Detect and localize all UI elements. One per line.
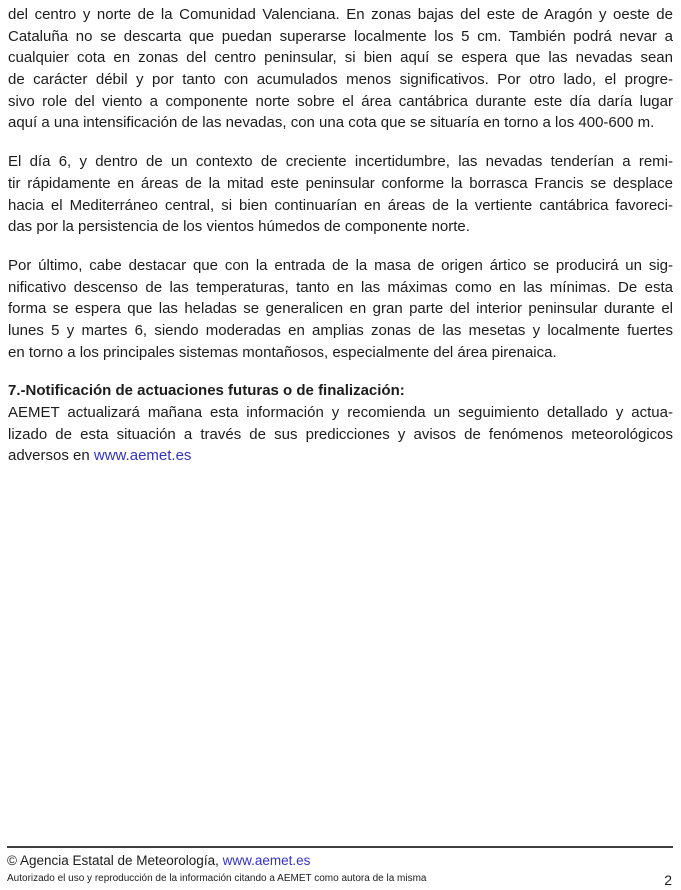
text-line: AEMET actualizará mañana esta información y recomienda un seguimiento detallado y actua- xyxy=(8,404,673,422)
text-line: Cataluña no se descarta que puedan superarse localmente los 5 cm. También podrá nevar a xyxy=(8,27,673,45)
text-line: tir rápidamente en áreas de la mitad este peninsular conforme la borrasca Francis se desplace xyxy=(8,174,673,192)
text-line: lizado de esta situación a través de sus predicciones y avisos de fenómenos meteorológicos xyxy=(8,425,673,443)
text-line: Por último, cabe destacar que con la entrada de la masa de origen ártico se producirá un sig- xyxy=(8,256,673,274)
text-line: de carácter débil y por tanto con acumulados menos significativos. Por otro lado, el progre- xyxy=(8,71,673,89)
text-line: forma se espera que las heladas se generalicen en gran parte del interior peninsular durante el xyxy=(8,300,673,318)
text-line: en torno a los principales sistemas montañosos, especialmente del área pirenaica. xyxy=(8,343,557,361)
copyright-text: © Agencia Estatal de Meteorología, xyxy=(7,853,223,868)
paragraph-temperature-drop xyxy=(8,255,673,363)
document-page xyxy=(8,4,673,467)
paragraph-snow-accumulations xyxy=(8,4,673,134)
text-line xyxy=(8,445,673,467)
text-line: das por la persistencia de los vientos húmedos de componente norte. xyxy=(8,218,470,236)
text-line: lunes 5 y martes 6, siendo moderadas en amplias zonas de las mesetas y localmente fuertes xyxy=(8,321,673,339)
text-line: El día 6, y dentro de un contexto de creciente incertidumbre, las nevadas tenderían a remi- xyxy=(8,153,673,171)
paragraph-future-updates xyxy=(8,402,673,467)
authorization-note: Autorizado el uso y reproducción de la información citando a AEMET como autora de la misma xyxy=(7,873,427,884)
paragraph-day-6-forecast xyxy=(8,151,673,238)
text-line: hacia el Mediterráneo central, si bien continuarían en áreas de la vertiente cantábrica favoreci- xyxy=(8,196,673,214)
text-line: aquí a una intensificación de las nevadas, con una cota que se situaría en torno a los 400-600 m. xyxy=(8,114,655,132)
section-heading: 7.-Notificación de actuaciones futuras o de finalización: xyxy=(8,382,405,400)
text-fragment: adversos en xyxy=(8,447,94,465)
text-line: cualquier cota en zonas del centro peninsular, si bien aquí se espera que las nevadas sean xyxy=(8,49,673,67)
aemet-website-link[interactable]: www.aemet.es xyxy=(93,447,192,465)
aemet-footer-link[interactable]: www.aemet.es xyxy=(222,853,311,868)
text-line: del centro y norte de la Comunidad Valenciana. En zonas bajas del este de Aragón y oeste de xyxy=(8,6,673,23)
page-number: 2 xyxy=(664,872,672,888)
text-line: sivo role del viento a componente norte sobre el área cantábrica durante este día daría lugar xyxy=(8,92,673,110)
copyright-line xyxy=(7,853,673,869)
text-line: nificativo descenso de las temperaturas, tanto en las máximas como en las mínimas. De esta xyxy=(8,278,673,296)
page-footer xyxy=(7,846,673,888)
